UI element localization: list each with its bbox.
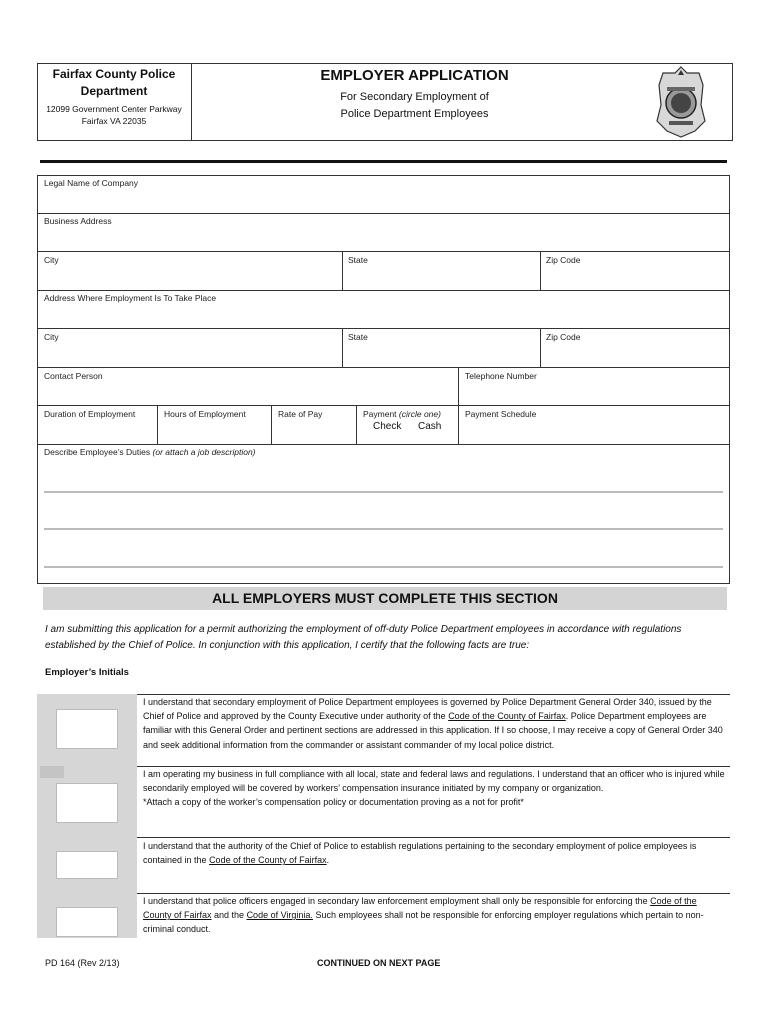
statement-divider (137, 837, 730, 838)
statement-4-text: I understand that police officers engaged in secondary law enforcement employment shall only be responsible for enforcing the (143, 896, 651, 906)
employment-address-field[interactable]: Address Where Employment Is To Take Place (44, 293, 217, 303)
statement-2-note: *Attach a copy of the worker’s compensation policy or documentation proving as a not for profit* (143, 797, 524, 808)
employment-city-field[interactable]: City (44, 332, 59, 342)
state-field[interactable]: State (348, 255, 368, 265)
col-divider (342, 328, 343, 367)
form-id: PD 164 (Rev 2/13) (45, 958, 120, 968)
statement-3 (143, 839, 725, 867)
initials-box-3[interactable] (56, 851, 118, 879)
row-divider (37, 290, 730, 291)
statement-1-text-cont: . Police Department employees are familiar with this General Order and pertinent sections are addressed in this application. If I so choose, I may receive a copy of General Order 340 and seek additional information from the commander or assistant commander of my local police district. (143, 711, 723, 750)
initials-box-1[interactable] (56, 709, 118, 749)
code-fairfax-link[interactable]: Code of the County of Fairfax (143, 896, 697, 921)
zip-field[interactable]: Zip Code (546, 255, 581, 265)
statement-2 (143, 767, 725, 810)
col-divider (540, 328, 541, 367)
col-divider (271, 405, 272, 444)
col-divider (342, 251, 343, 290)
row-divider (37, 251, 730, 252)
org-name: Fairfax County Police Department (52, 67, 176, 98)
col-divider (157, 405, 158, 444)
payment-label (363, 409, 455, 419)
telephone-field[interactable]: Telephone Number (465, 371, 537, 381)
police-badge-icon (655, 65, 707, 139)
duties-hint: (or attach a job description) (152, 447, 256, 457)
code-fairfax-link[interactable]: Code of the County of Fairfax (448, 711, 566, 722)
payment-hint: (circle one) (398, 409, 441, 419)
row-divider (37, 405, 730, 406)
code-fairfax-link[interactable]: Code of the County of Fairfax (209, 855, 327, 866)
org-address-line1: 12099 Government Center Parkway (46, 104, 182, 114)
initials-box-4[interactable] (56, 907, 118, 937)
payment-check-option[interactable]: Check (373, 421, 402, 432)
row-divider (37, 213, 730, 214)
initials-box-2[interactable] (56, 783, 118, 823)
duties-label (44, 447, 724, 457)
payment-label-text: Payment (363, 409, 397, 419)
duties-line (44, 566, 723, 568)
statement-1 (143, 695, 725, 752)
payment-schedule-field[interactable]: Payment Schedule (465, 409, 537, 419)
section-intro: I am submitting this application for a permit authorizing the employment of off-duty Police Department employees in accordance with regulations established by the Chief of Police. In conjunction with this application, I certify that the following facts are true: (45, 624, 682, 651)
employment-state-field[interactable]: State (348, 332, 368, 342)
hours-field[interactable]: Hours of Employment (164, 409, 246, 419)
row-divider (37, 444, 730, 445)
payment-cash-option[interactable]: Cash (418, 421, 442, 432)
duties-line (44, 528, 723, 530)
header-title-block (192, 63, 637, 123)
col-divider (356, 405, 357, 444)
code-virginia-link[interactable]: Code of Virginia. (246, 910, 313, 921)
duties-field[interactable] (44, 460, 724, 578)
col-divider (540, 251, 541, 290)
row-divider (37, 328, 730, 329)
duties-label-text: Describe Employee’s Duties (44, 447, 151, 457)
org-address-line2: Fairfax VA 22035 (81, 116, 147, 126)
duration-field[interactable]: Duration of Employment (44, 409, 136, 419)
contact-person-field[interactable]: Contact Person (44, 371, 103, 381)
statement-4-text-mid: and the (211, 910, 247, 921)
statement-3-text-cont: . (326, 855, 330, 866)
form-subtitle-line2: Police Department Employees (340, 108, 489, 120)
business-address-field[interactable]: Business Address (44, 216, 112, 226)
form-title: EMPLOYER APPLICATION (320, 67, 509, 84)
header-org-block (37, 63, 192, 141)
employment-zip-field[interactable]: Zip Code (546, 332, 581, 342)
row-divider (37, 367, 730, 368)
rate-of-pay-field[interactable]: Rate of Pay (278, 409, 323, 419)
initials-column-mark (40, 766, 64, 778)
statement-4 (143, 894, 725, 937)
continued-notice: CONTINUED ON NEXT PAGE (317, 958, 441, 968)
header-rule (40, 160, 727, 163)
col-divider (458, 367, 459, 444)
statement-1-text: I understand that secondary employment of Police Department employees is governed by Police Department General Order 340, issued by the Chief of Police and approved by the County Executive under authority of the (143, 697, 712, 722)
duties-line (44, 491, 723, 493)
city-field[interactable]: City (44, 255, 59, 265)
legal-name-field[interactable]: Legal Name of Company (44, 178, 139, 188)
section-banner: ALL EMPLOYERS MUST COMPLETE THIS SECTION (43, 587, 727, 610)
statement-3-text: I understand that the authority of the Chief of Police to establish regulations pertaining to the secondary employment of police employees is contained in the (143, 841, 697, 866)
form-subtitle-line1: For Secondary Employment of (340, 91, 489, 103)
employer-initials-label: Employer’s Initials (45, 667, 129, 678)
statement-2-text: I am operating my business in full compliance with all local, state and federal laws and regulations. I understand that an officer who is injured while secondarily employed will be covered by workers’ compensation insurance initiated by my company or organization. (143, 769, 725, 794)
statement-4-text-cont: Such employees shall not be responsible for enforcing employer regulations which pertain to non-criminal conduct. (143, 910, 704, 935)
